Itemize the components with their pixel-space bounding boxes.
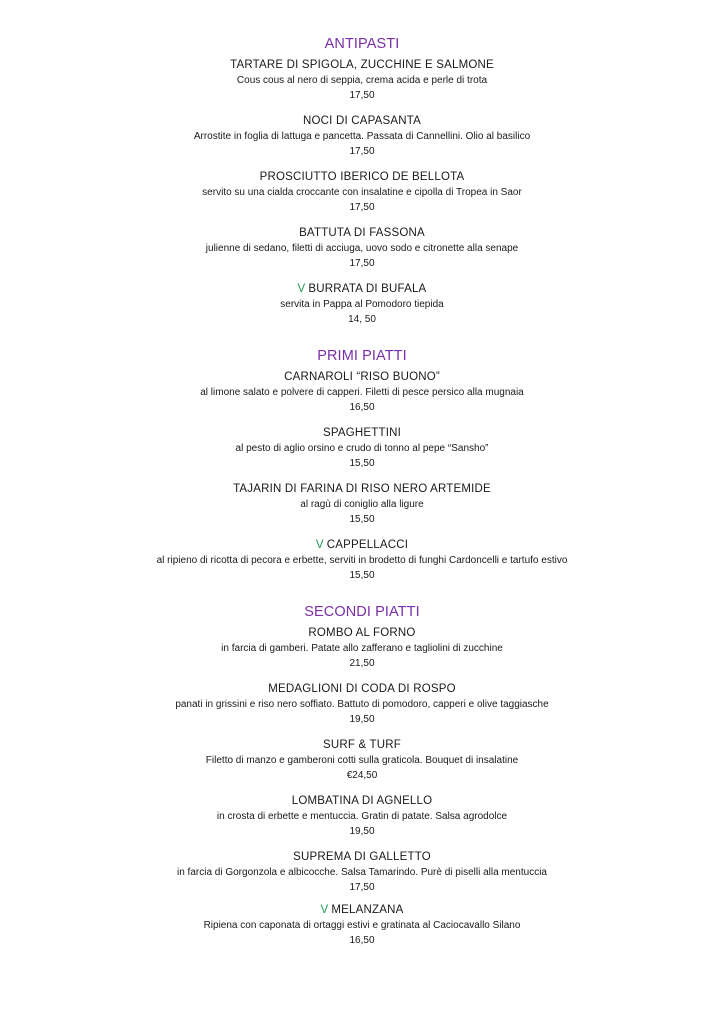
item-description: Ripiena con caponata di ortaggi estivi e gratinata al Caciocavallo Silano xyxy=(203,920,521,931)
item-description: al ragù di coniglio alla ligure xyxy=(300,499,424,510)
section-title: PRIMI PIATTI xyxy=(317,348,407,364)
item-price: €24,50 xyxy=(346,770,378,781)
item-description: panati in grissini e riso nero soffiato. Battuto di pomodoro, capperi e olive taggiasche xyxy=(175,699,549,710)
menu-item xyxy=(0,57,724,113)
item-price: 17,50 xyxy=(349,90,375,101)
item-name: TARTARE DI SPIGOLA, ZUCCHINE E SALMONE xyxy=(230,59,494,71)
item-name: LOMBATINA DI AGNELLO xyxy=(291,795,433,807)
menu-item xyxy=(0,425,724,481)
item-price: 21,50 xyxy=(349,658,375,669)
item-name: BATTUTA DI FASSONA xyxy=(299,227,425,239)
item-description: al limone salato e polvere di capperi. Filetti di pesce persico alla mugnaia xyxy=(200,387,524,398)
vegetarian-mark: V xyxy=(315,539,324,551)
menu-item xyxy=(0,737,724,793)
item-price: 15,50 xyxy=(349,458,375,469)
menu-item xyxy=(0,113,724,169)
item-description: servito su una cialda croccante con insalatine e cipolla di Tropea in Saor xyxy=(202,187,522,198)
item-name-text: CAPPELLACCI xyxy=(326,539,409,551)
item-price: 16,50 xyxy=(349,402,375,413)
menu-item xyxy=(0,625,724,681)
item-price: 16,50 xyxy=(349,935,375,946)
menu-item xyxy=(0,793,724,849)
item-description: in crosta di erbette e mentuccia. Gratin di patate. Salsa agrodolce xyxy=(216,811,508,822)
menu-item xyxy=(0,369,724,425)
section-secondi-piatti xyxy=(0,603,724,958)
menu-item xyxy=(0,537,724,593)
item-description: al ripieno di ricotta di pecora e erbette, serviti in brodetto di funghi Cardoncelli e tartufo estivo xyxy=(156,555,568,566)
item-price: 17,50 xyxy=(349,882,375,893)
vegetarian-mark: V xyxy=(297,283,306,295)
item-description: servita in Pappa al Pomodoro tiepida xyxy=(280,299,444,310)
menu-item xyxy=(0,481,724,537)
item-price: 19,50 xyxy=(349,826,375,837)
item-name: PROSCIUTTO IBERICO DE BELLOTA xyxy=(259,171,465,183)
item-name: CARNAROLI “RISO BUONO” xyxy=(284,371,440,383)
menu-item xyxy=(0,225,724,281)
item-name: SURF & TURF xyxy=(322,739,402,751)
item-name: ROMBO AL FORNO xyxy=(308,627,416,639)
menu-item xyxy=(0,281,724,337)
menu-item xyxy=(0,169,724,225)
item-name: MEDAGLIONI DI CODA DI ROSPO xyxy=(268,683,456,695)
vegetarian-mark: V xyxy=(320,904,329,916)
item-description: Filetto di manzo e gamberoni cotti sulla graticola. Bouquet di insalatine xyxy=(205,755,519,766)
item-description: al pesto di aglio orsino e crudo di tonno al pepe “Sansho” xyxy=(235,443,489,454)
item-description: in farcia di gamberi. Patate allo zafferano e tagliolini di zucchine xyxy=(221,643,503,654)
item-name xyxy=(0,537,724,553)
item-name-text: MELANZANA xyxy=(331,904,404,916)
item-name xyxy=(0,281,724,297)
menu-item xyxy=(0,902,724,958)
item-price: 17,50 xyxy=(349,146,375,157)
item-price: 15,50 xyxy=(349,570,375,581)
item-price: 17,50 xyxy=(349,202,375,213)
menu-item xyxy=(0,849,724,905)
item-name: TAJARIN DI FARINA DI RISO NERO ARTEMIDE xyxy=(233,483,491,495)
item-price: 19,50 xyxy=(349,714,375,725)
section-title: ANTIPASTI xyxy=(324,36,400,52)
item-name: SPAGHETTINI xyxy=(322,427,402,439)
item-name: SUPREMA DI GALLETTO xyxy=(293,851,431,863)
section-antipasti xyxy=(0,35,724,337)
section-primi-piatti xyxy=(0,347,724,593)
item-description: Arrostite in foglia di lattuga e pancetta. Passata di Cannellini. Olio al basilico xyxy=(193,131,531,142)
section-title: SECONDI PIATTI xyxy=(304,604,420,620)
item-name-text: BURRATA DI BUFALA xyxy=(308,283,427,295)
item-name: NOCI DI CAPASANTA xyxy=(303,115,421,127)
menu-item xyxy=(0,681,724,737)
item-price: 17,50 xyxy=(349,258,375,269)
item-description: Cous cous al nero di seppia, crema acida e perle di trota xyxy=(236,75,488,86)
item-name xyxy=(0,902,724,918)
item-price: 15,50 xyxy=(349,514,375,525)
item-description: julienne di sedano, filetti di acciuga, uovo sodo e citronette alla senape xyxy=(205,243,519,254)
item-price: 14, 50 xyxy=(348,314,376,325)
item-description: in farcia di Gorgonzola e albicocche. Salsa Tamarindo. Purè di piselli alla mentuccia xyxy=(176,867,547,878)
